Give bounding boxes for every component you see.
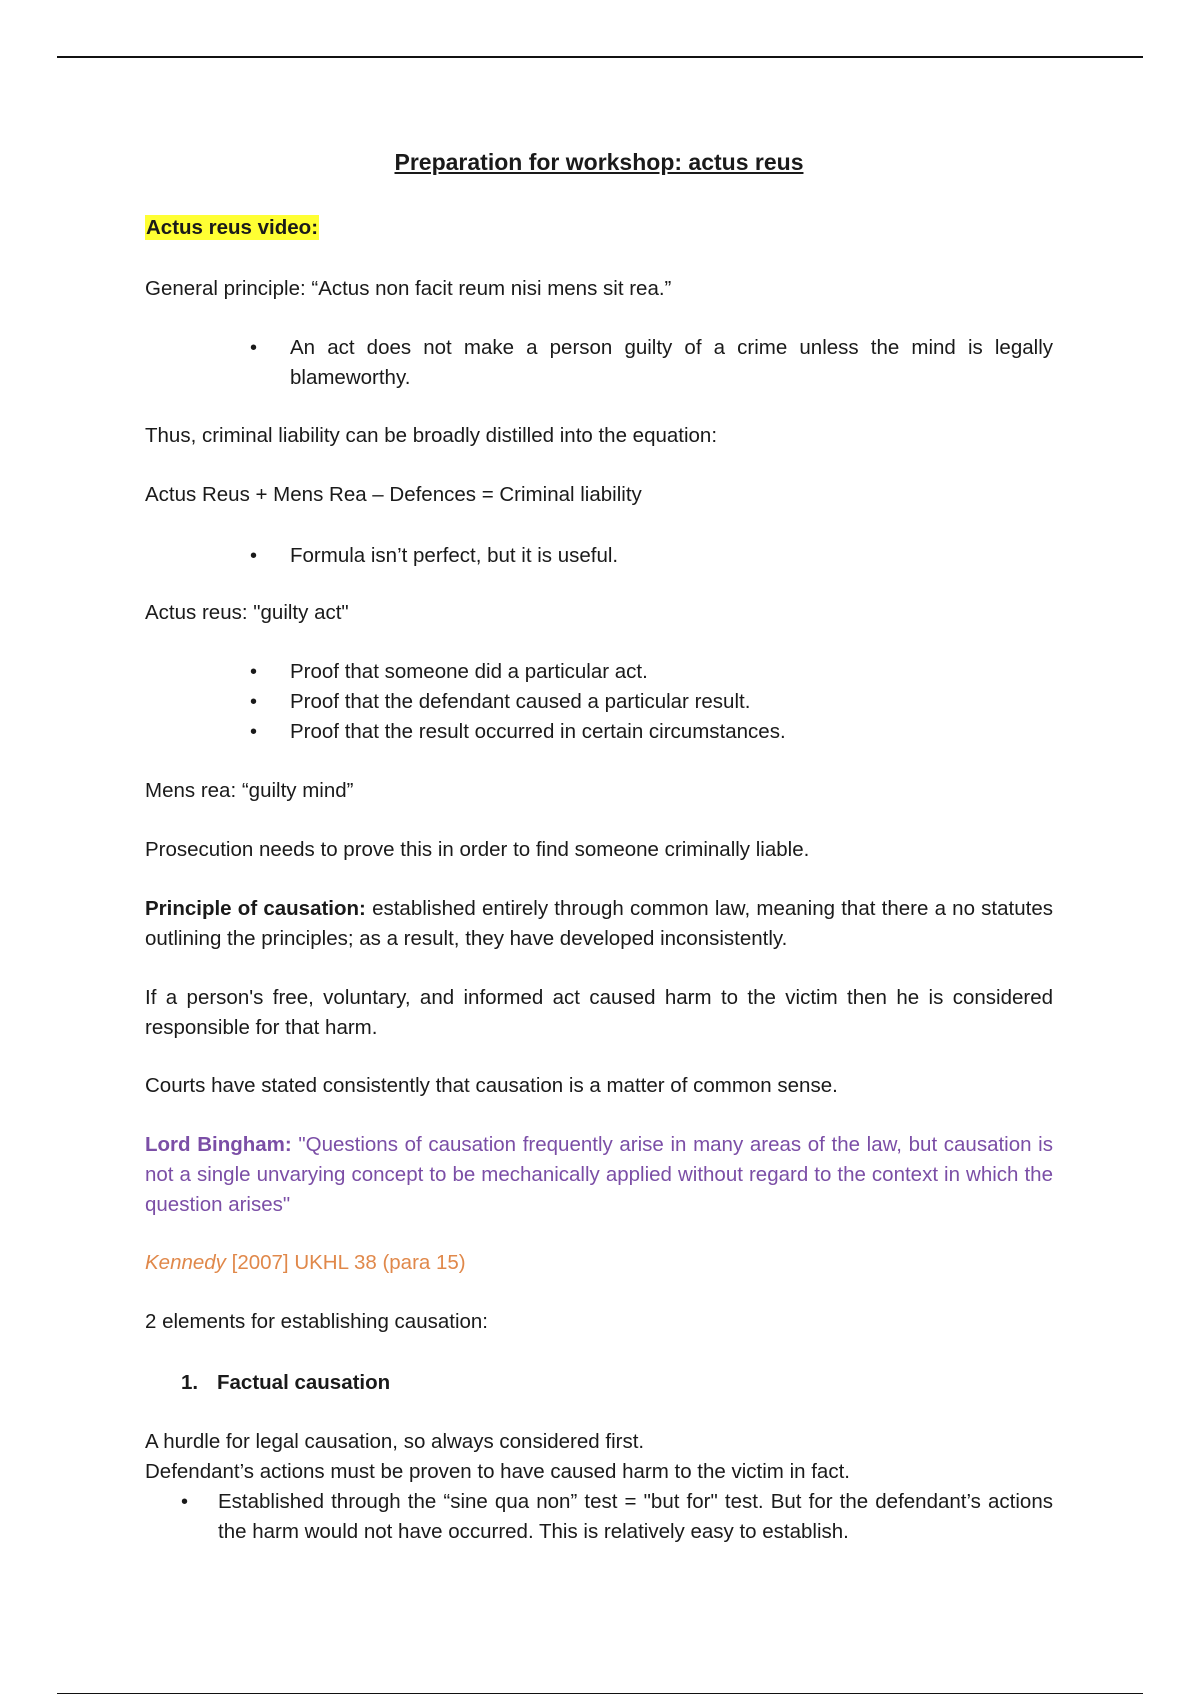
bullet-icon: • <box>250 545 258 567</box>
case-name: Kennedy <box>145 1251 226 1274</box>
list-item-text: Proof that the defendant caused a particular result. <box>290 690 751 713</box>
page-title: Preparation for workshop: actus reus <box>394 149 804 175</box>
footer-rule <box>57 1693 1143 1694</box>
case-citation-text: [2007] UKHL 38 (para 15) <box>225 1251 466 1274</box>
list-item-text: Proof that the result occurred in certain circumstances. <box>290 720 786 743</box>
header-rule <box>57 56 1143 58</box>
bullet-icon: • <box>181 1491 189 1513</box>
list-item-text: Established through the “sine qua non” test = "but for" test. But for the defendant’s actions the harm would not have occurred. This is relatively easy to establish. <box>218 1490 1053 1543</box>
list-item-text: Proof that someone did a particular act. <box>290 660 648 683</box>
thus-line: Thus, criminal liability can be broadly distilled into the equation: <box>145 424 718 447</box>
bingham-quote-paragraph <box>145 1130 1053 1220</box>
causation-paragraph <box>145 894 1053 954</box>
bullet-icon: • <box>250 691 258 713</box>
defendant-line: Defendant’s actions must be proven to have caused harm to the victim in fact. <box>145 1460 850 1483</box>
section-heading-highlighted: Actus reus video: <box>146 216 319 239</box>
elements-line: 2 elements for establishing causation: <box>145 1310 489 1333</box>
bullet-icon: • <box>250 337 258 359</box>
list-item-text: Formula isn’t perfect, but it is useful. <box>290 544 619 567</box>
bullet-icon: • <box>250 661 258 683</box>
causation-label: Principle of causation: <box>145 897 366 920</box>
numbered-heading-label: Factual causation <box>217 1371 391 1394</box>
numbered-heading <box>181 1368 391 1398</box>
equation: Actus Reus + Mens Rea – Defences = Criminal liability <box>145 483 642 506</box>
section-heading-wrap <box>145 213 319 243</box>
hurdle-line: A hurdle for legal causation, so always considered first. <box>145 1430 645 1453</box>
actus-reus-definition: Actus reus: "guilty act" <box>145 601 349 624</box>
courts-line: Courts have stated consistently that causation is a matter of common sense. <box>145 1074 838 1097</box>
prosecution-line: Prosecution needs to prove this in order to find someone criminally liable. <box>145 838 810 861</box>
list-item-text: An act does not make a person guilty of a crime unless the mind is legally blameworthy. <box>290 336 1053 389</box>
numbered-heading-number: 1. <box>181 1371 199 1394</box>
bingham-label: Lord Bingham: <box>145 1133 292 1156</box>
general-principle: General principle: “Actus non facit reum nisi mens sit rea.” <box>145 277 672 300</box>
free-act-paragraph: If a person's free, voluntary, and informed act caused harm to the victim then he is considered responsible for that harm. <box>145 986 1053 1039</box>
mens-rea-definition: Mens rea: “guilty mind” <box>145 779 354 802</box>
causation-text: established entirely through common law, meaning that there a no statutes outlining the principles; as a result, they have developed inconsistently. <box>145 897 1053 950</box>
bingham-quote: "Questions of causation frequently arise in many areas of the law, but causation is not a single unvarying concept to be mechanically applied without regard to the context in which the question arises" <box>145 1133 1053 1216</box>
case-citation <box>145 1248 466 1278</box>
bullet-icon: • <box>250 721 258 743</box>
